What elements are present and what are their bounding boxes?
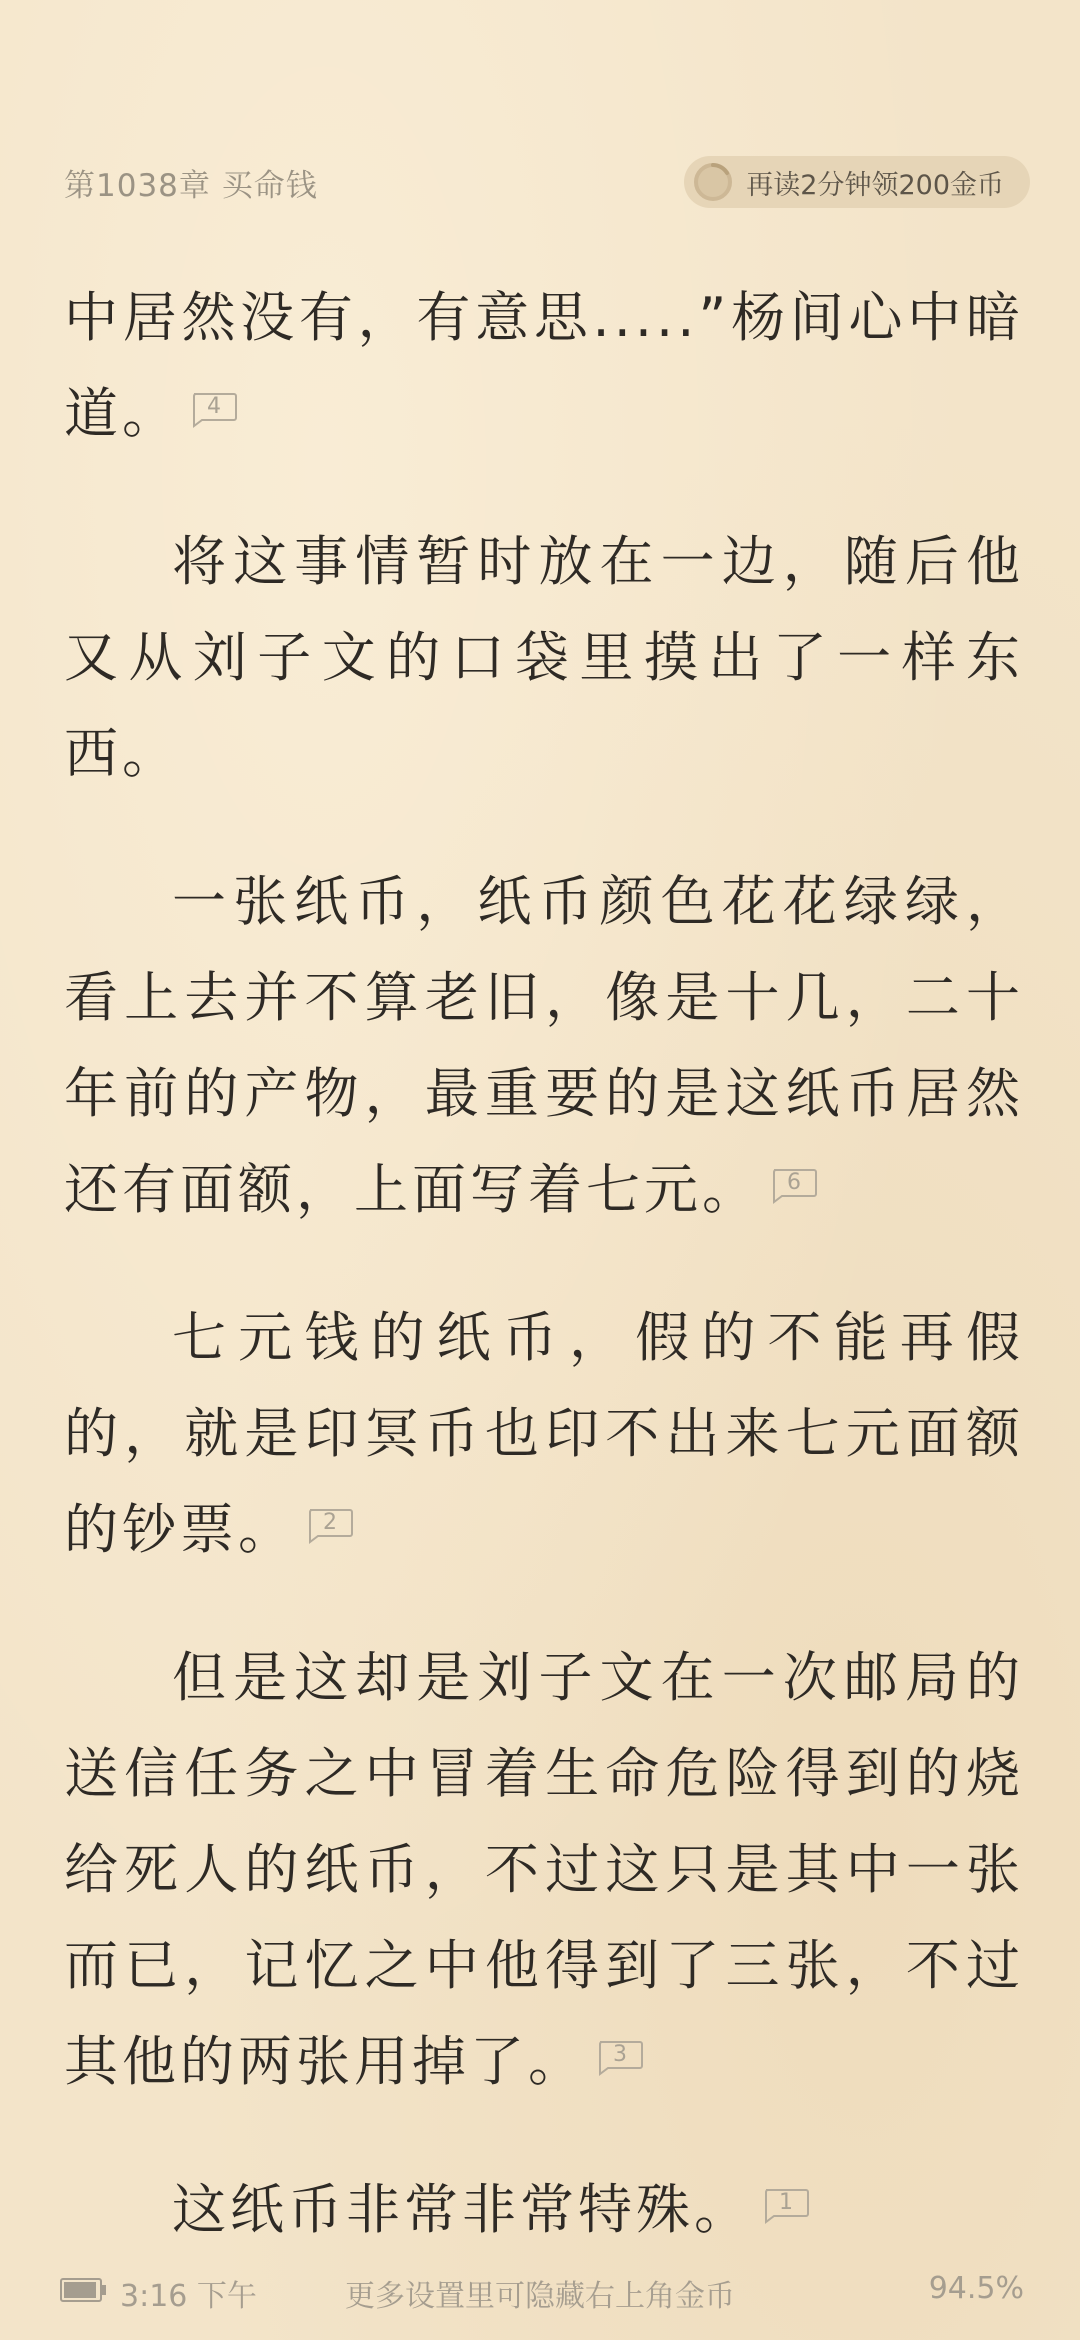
paragraph-comment-badge[interactable] [596,2040,644,2076]
paragraph-comment-badge[interactable] [770,1168,818,1204]
comment-count: 3 [613,2042,627,2067]
paragraph-comment-badge[interactable] [190,392,238,428]
paragraph-comment-badge[interactable] [306,1508,354,1544]
reading-progress: 94.5% [928,2271,1024,2306]
paragraph-text: 这纸币非常非常特殊。 [172,2178,752,2241]
comment-count: 2 [323,1510,337,1535]
paragraph[interactable] [64,514,1024,802]
progress-ring-icon [692,161,734,203]
paragraph-text: 七元钱的纸币，假的不能再假的，就是印冥币也印不出来七元面额的钞票。 [64,1306,1024,1561]
paragraph-text: 将这事情暂时放在一边，随后他又从刘子文的口袋里摸出了一样东西。 [64,530,1024,785]
settings-hint: 更多设置里可隐藏右上角金币 [345,2279,735,2314]
paragraph[interactable] [64,2162,1024,2258]
reader-header [0,0,1080,240]
paragraph[interactable] [64,854,1024,1238]
paragraph-text: 一张纸币，纸币颜色花花绿绿，看上去并不算老旧，像是十几，二十年前的产物，最重要的是这纸币居然还有面额，上面写着七元。 [64,870,1024,1221]
comment-count: 4 [207,394,221,419]
comment-count: 6 [787,1170,801,1195]
paragraph-text: 但是这却是刘子文在一次邮局的送信任务之中冒着生命危险得到的烧给死人的纸币，不过这只是其中一张而已，记忆之中他得到了三张，不过其他的两张用掉了。 [64,1646,1024,2093]
paragraph[interactable] [64,1630,1024,2110]
paragraph-comment-badge[interactable] [762,2188,810,2224]
clock-time: 3:16 下午 [120,2279,257,2314]
reader-footer [0,2265,1080,2325]
coin-reward-button[interactable] [684,156,1030,208]
paragraph[interactable] [64,270,1024,462]
chapter-title: 第1038章 买命钱 [64,168,318,204]
paragraph-text: 中居然没有，有意思.....”杨间心中暗道。 [64,286,1024,445]
coin-reward-label: 再读2分钟领200金币 [746,169,1004,201]
paragraph[interactable] [64,1290,1024,1578]
comment-count: 1 [779,2190,793,2215]
chapter-content [64,270,1024,2310]
